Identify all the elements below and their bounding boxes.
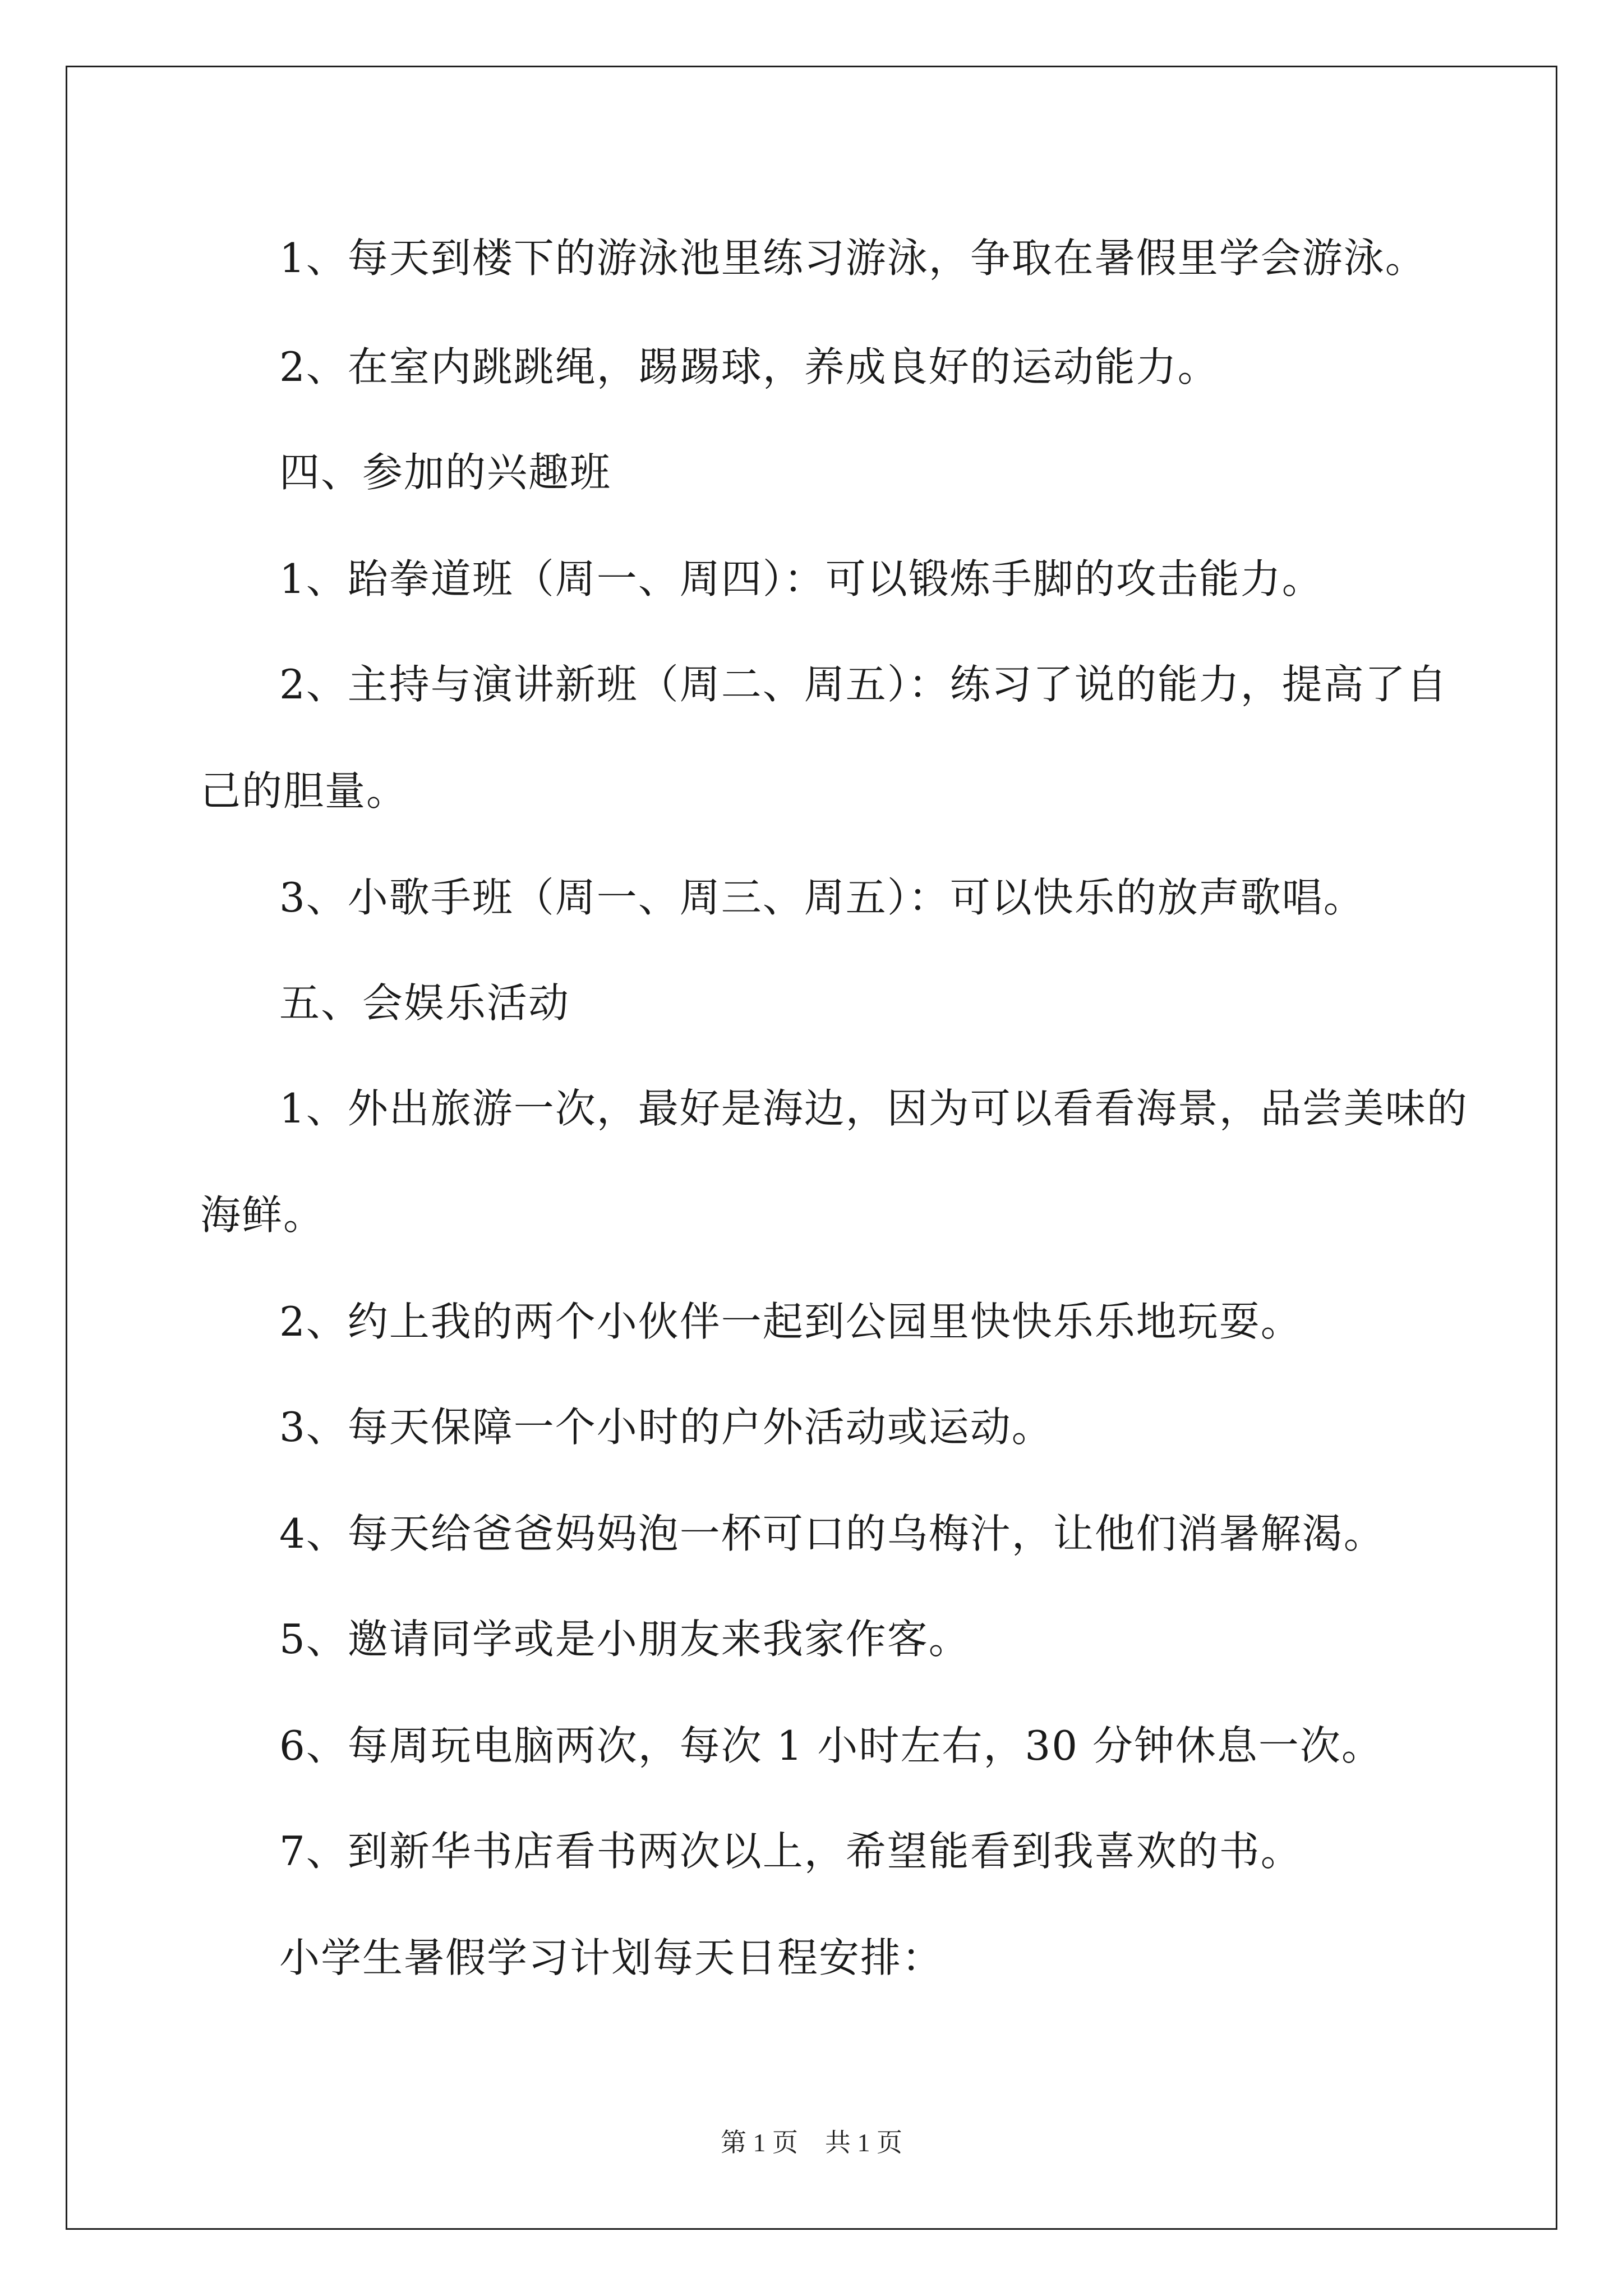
paragraph-line: 4、每天给爸爸妈妈泡一杯可口的乌梅汁，让他们消暑解渴。 <box>279 1510 1385 1557</box>
page-frame <box>66 66 1557 2230</box>
paragraph-line: 海鲜。 <box>200 1191 325 1239</box>
section-heading: 五、会娱乐活动 <box>279 979 570 1027</box>
paragraph-line: 己的胆量。 <box>200 767 408 815</box>
paragraph-line: 1、跆拳道班（周一、周四）：可以锻炼手脚的攻击能力。 <box>279 555 1324 602</box>
document-body <box>67 67 1556 2228</box>
paragraph-line: 1、外出旅游一次，最好是海边，因为可以看看海景，品尝美味的 <box>279 1085 1468 1132</box>
paragraph-line: 3、小歌手班（周一、周三、周五）：可以快乐的放声歌唱。 <box>279 874 1365 921</box>
paragraph-line: 7、到新华书店看书两次以上，希望能看到我喜欢的书。 <box>279 1828 1302 1875</box>
paragraph-line: 5、邀请同学或是小朋友来我家作客。 <box>279 1616 970 1663</box>
paragraph-line: 2、在室内跳跳绳，踢踢球，养成良好的运动能力。 <box>279 343 1219 390</box>
page-count: 共 1 页 <box>825 2128 902 2157</box>
paragraph-line: 2、约上我的两个小伙伴一起到公园里快快乐乐地玩耍。 <box>279 1298 1302 1345</box>
paragraph-line: 1、每天到楼下的游泳池里练习游泳，争取在暑假里学会游泳。 <box>279 234 1427 282</box>
paragraph-line: 6、每周玩电脑两次，每次 1 小时左右，30 分钟休息一次。 <box>279 1722 1383 1769</box>
paragraph-line: 小学生暑假学习计划每天日程安排： <box>279 1934 944 1981</box>
paragraph-line: 3、每天保障一个小时的户外活动或运动。 <box>279 1404 1053 1451</box>
page-number: 第 1 页 <box>721 2128 798 2157</box>
section-heading: 四、参加的兴趣班 <box>279 449 612 496</box>
paragraph-line: 2、主持与演讲新班（周二、周五）：练习了说的能力，提高了自 <box>279 661 1448 708</box>
page-footer <box>67 2126 1556 2160</box>
